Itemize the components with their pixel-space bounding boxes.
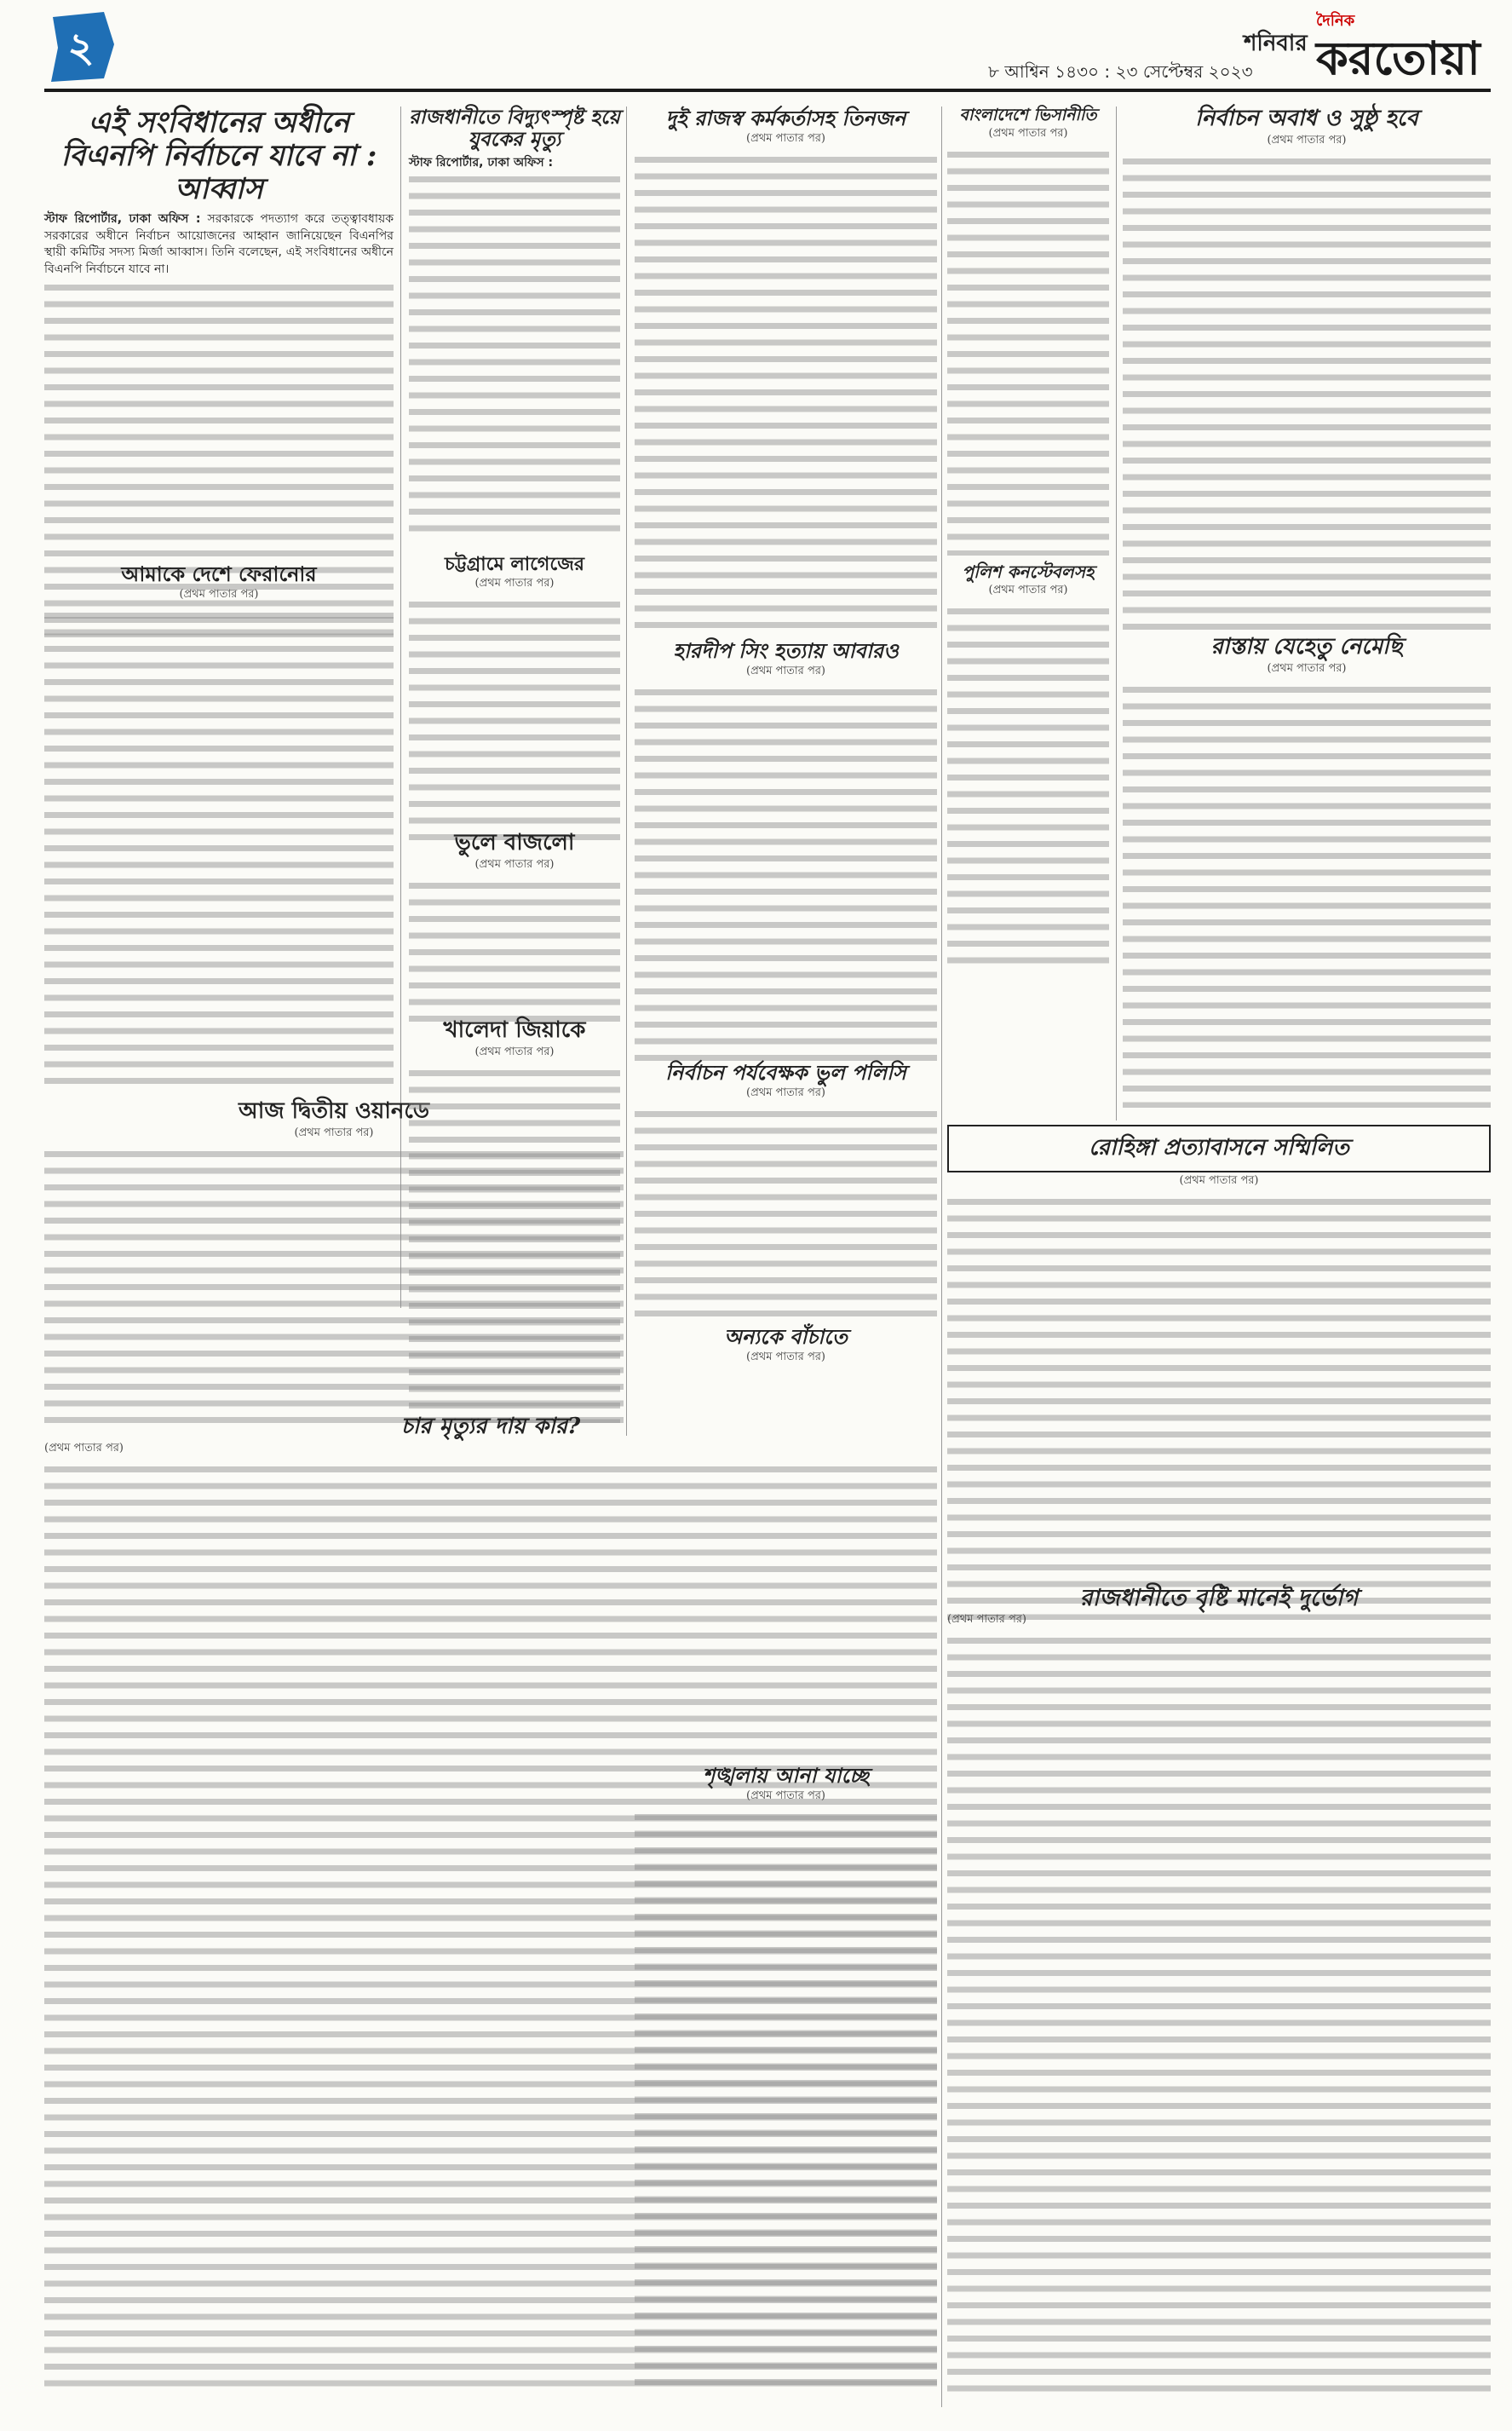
article-visa-policy [947,107,1109,556]
masthead-rule [44,89,1491,92]
article-headline: বাংলাদেশে ভিসানীতি [959,106,1097,124]
continued-note: (প্রথম পাতার পর) [746,131,825,145]
masthead [0,0,1512,102]
article-rohingya [947,1125,1491,1620]
logo-big-text: করতোয়া [1316,32,1480,85]
article-headline: দুই রাজস্ব কর্মকর্তাসহ তিনজন [665,106,906,130]
svg-text:২: ২ [67,24,95,72]
article-abbas [44,107,394,637]
article-luggage [409,554,620,844]
column-divider [1116,107,1117,1120]
continued-note: (প্রথম পাতার পর) [44,1441,124,1455]
article-headline: আমাকে দেশে ফেরানোর [121,562,317,586]
article-headline: রাস্তায় যেহেতু নেমেছি [1210,634,1403,660]
continued-note: (প্রথম পাতার পর) [1267,133,1347,147]
article-body [1123,682,1491,1108]
article-body [947,603,1109,965]
column-divider [626,107,627,1436]
day-label: শনিবার [1244,31,1308,56]
article-body [635,1106,937,1319]
article-body [635,1809,937,2388]
article-headline: ভুলে বাজলো [454,830,575,855]
continued-note: (প্রথম পাতার পর) [988,126,1068,140]
article-body [635,152,937,629]
article-byline: স্টাফ রিপোর্টার, ঢাকা অফিস : [44,212,201,227]
article-body [409,878,620,1027]
article-body [409,1065,620,1423]
page-number-icon [44,10,118,84]
article-body [947,1633,1491,2399]
newspaper-logo [1316,9,1491,85]
article-byline: স্টাফ রিপোর্টার, ঢাকা অফিস : [409,155,554,170]
article-headline: অন্যকে বাঁচাতে [724,1324,848,1349]
article-headline: হারদীপ সিং হত্যায় আবারও [673,638,899,663]
article-save-other [635,1325,937,1367]
article-body [635,684,937,1063]
page-number-badge [44,10,118,84]
article-khaleda [409,1018,620,1423]
article-intro [44,211,394,278]
article-headline: খালেদা জিয়াকে [443,1017,586,1043]
article-headline: এই সংবিধানের অধীনে বিএনপি নির্বাচনে যাবে না : আব্বাস [60,106,377,207]
column-divider [941,107,942,2407]
continued-note: (প্রথম পাতার পর) [988,584,1068,596]
article-headline: নির্বাচন অবাধ ও সুষ্ঠু হবে [1195,106,1418,131]
continued-note: (প্রথম পাতার পর) [746,1350,825,1363]
continued-note: (প্রথম পাতার পর) [179,587,259,601]
article-body [44,608,394,1093]
article-rain [947,1585,1491,2399]
article-body [409,596,620,844]
article-body [947,147,1109,556]
continued-note: (প্রথম পাতার পর) [1179,1174,1259,1187]
article-street [1123,635,1491,1108]
continued-note: (প্রথম পাতার পর) [746,1789,825,1802]
article-headline: পুলিশ কনস্টেবলসহ [962,562,1095,582]
article-body [947,1194,1491,1620]
article-headline: শৃঙ্খলায় আনা যাচ্ছে [703,1763,869,1788]
continued-note: (প্রথম পাতার পর) [474,577,555,590]
article-fair-election [1123,107,1491,639]
article-revenue-officers [635,107,937,629]
article-body [409,171,620,533]
logo-small-text: দৈনিক [1316,12,1355,30]
article-headline: রাজধানীতে বৃষ্টি মানেই দুর্ভোগ [1079,1585,1359,1611]
continued-note: (প্রথম পাতার পর) [294,1126,374,1139]
article-headline: নির্বাচন পর্যবেক্ষক ভুল পলিসি [665,1060,906,1085]
article-discipline [635,1764,937,2388]
article-headline: আজ দ্বিতীয় ওয়ানডে [239,1098,429,1124]
article-hardeep [635,639,937,1063]
continued-note: (প্রথম পাতার পর) [474,857,555,871]
continued-note: (প্রথম পাতার পর) [746,1086,825,1099]
article-electrocution [409,107,620,533]
article-return [44,562,394,1093]
article-observer [635,1061,937,1319]
article-text: সরকারকে পদত্যাগ করে তত্ত্বাবধায়ক সরকারের অধীনে নির্বাচন আয়োজনের আহ্বান জানিয়েছেন বিএনপির স্থায়ী কমিটির সদস্য মির্জা আব্বাস। তিনি বলেছেন, এই সংবিধানের অধীনে বিএনপি নির্বাচনে যাবে না। [44,212,394,276]
article-police [947,562,1109,965]
article-headline: রোহিঙ্গা প্রত্যাবাসনে সম্মিলিত [947,1125,1491,1172]
article-headline: চট্টগ্রামে লাগেজের [445,553,584,575]
continued-note: (প্রথম পাতার পর) [1267,661,1347,675]
article-mistake [409,831,620,1027]
dateline: ৮ আশ্বিন ১৪৩০ : ২৩ সেপ্টেম্বর ২০২৩ [988,61,1253,82]
continued-note: (প্রথম পাতার পর) [947,1613,1026,1627]
article-headline: রাজধানীতে বিদ্যুৎস্পৃষ্ট হয়ে যুবকের মৃত্যু [409,106,620,152]
continued-note: (প্রথম পাতার পর) [474,1045,555,1058]
continued-note: (প্রথম পাতার পর) [746,664,825,677]
article-body [1123,153,1491,639]
article-headline: চার মৃত্যুর দায় কার? [400,1414,581,1439]
